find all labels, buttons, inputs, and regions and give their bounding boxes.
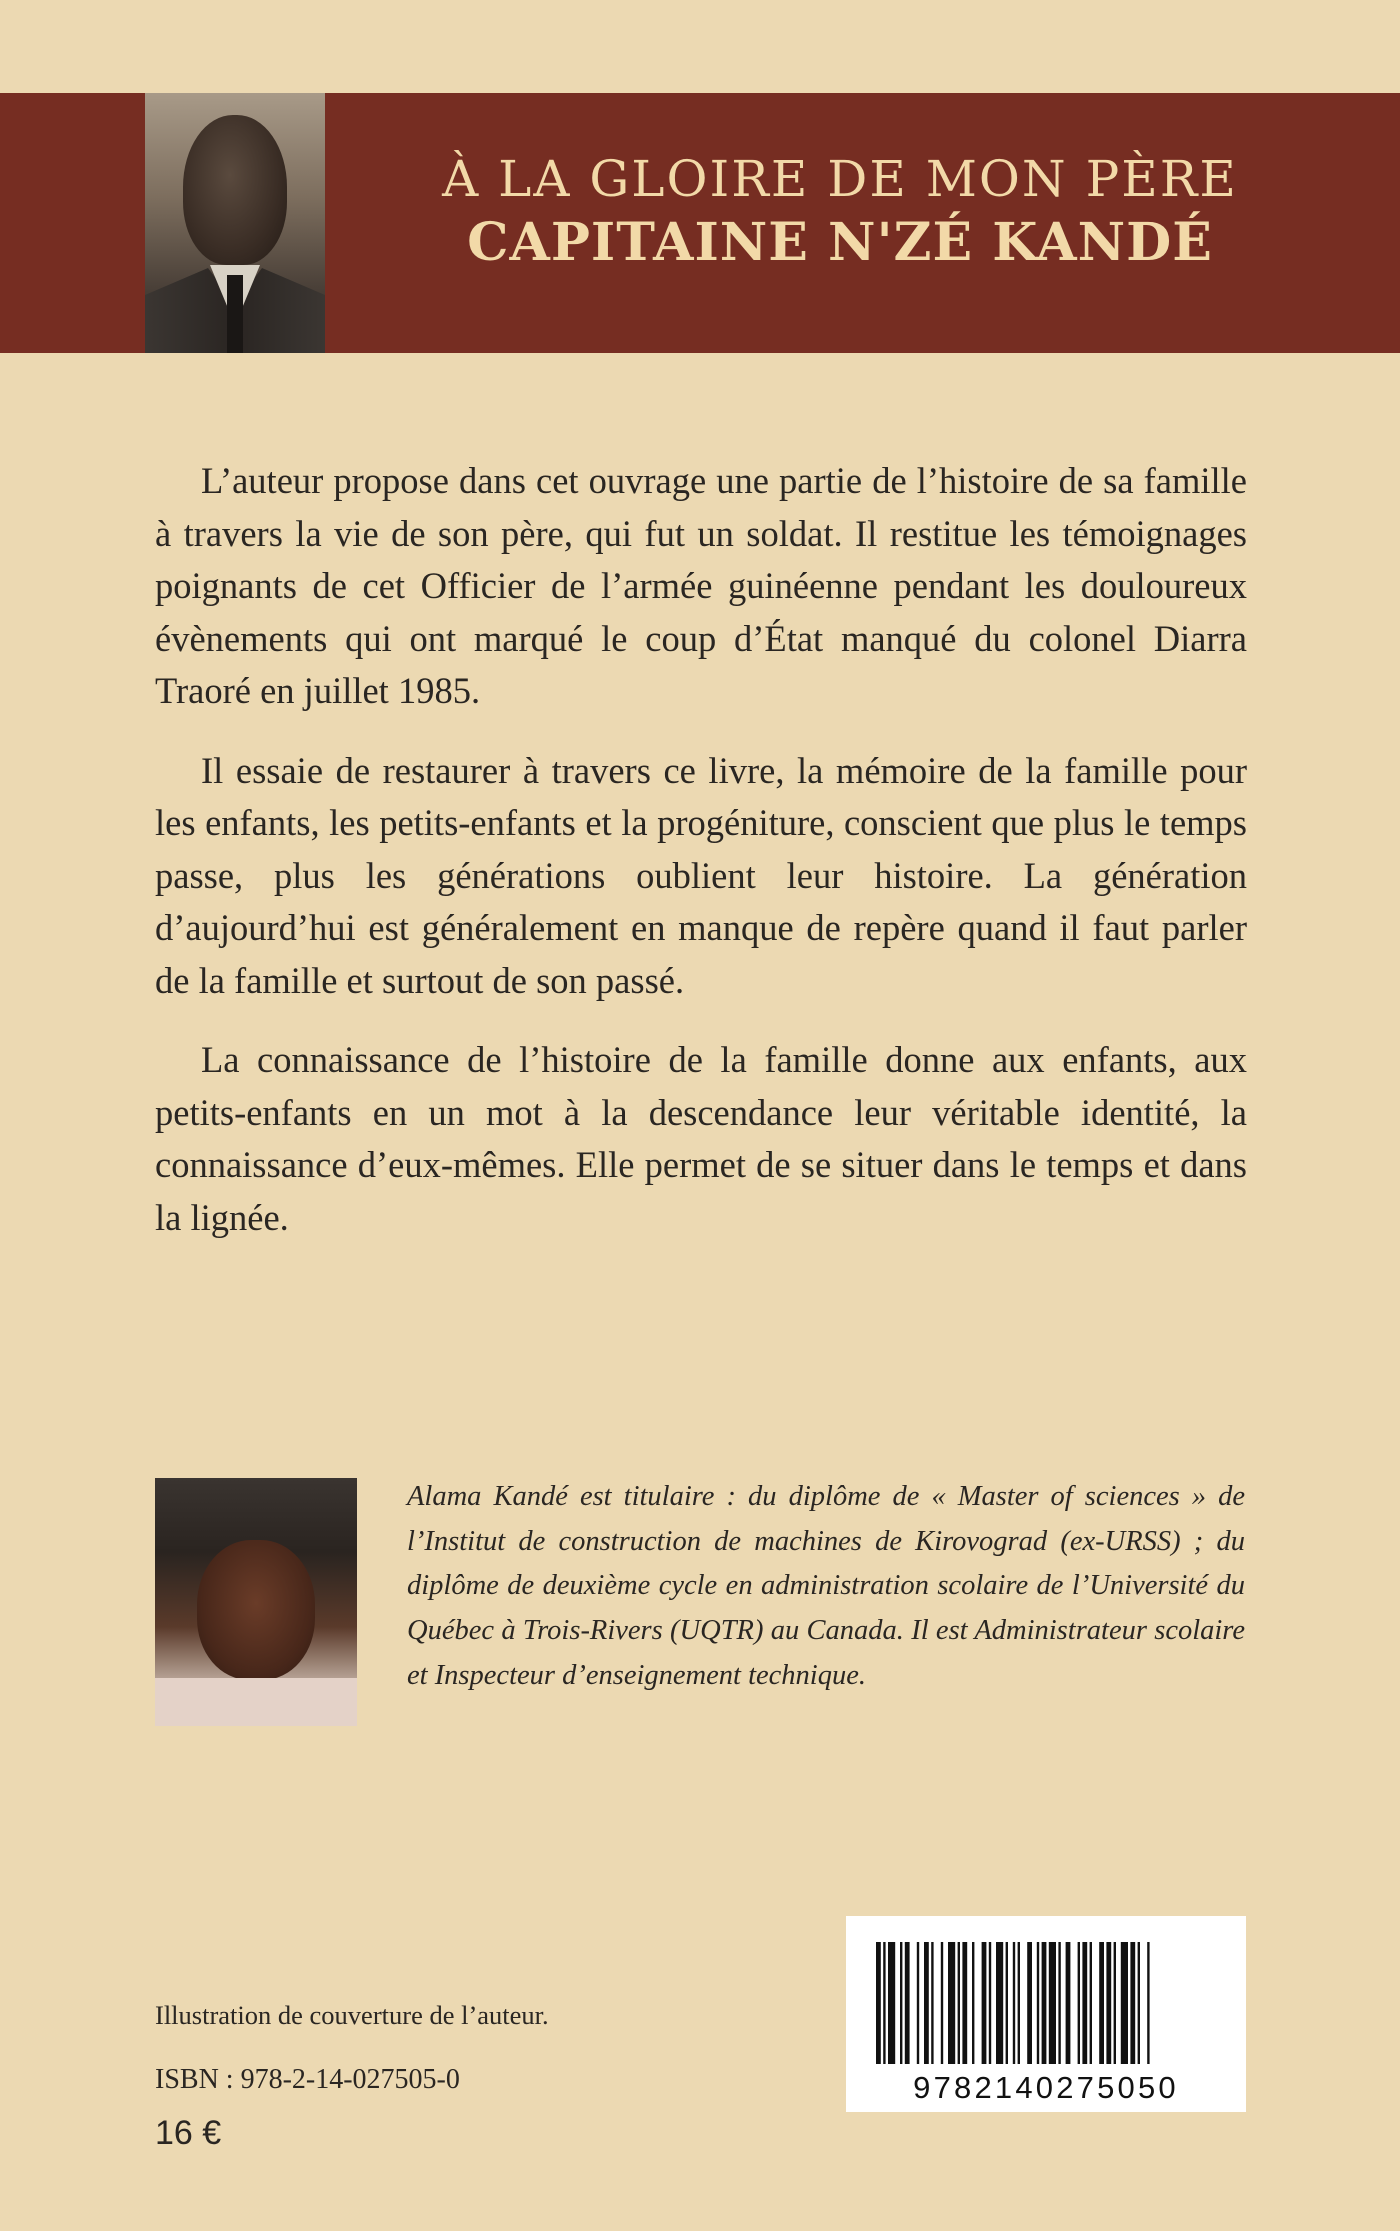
barcode-bar	[876, 1942, 881, 2064]
author-bio: Alama Kandé est titulaire : du diplôme de « Master of sciences » de l’Institut de construction de machines de Kirovograd (ex-URSS) ; du diplôme de deuxième cycle en administration scolaire de l’Université du Québec à Trois-Rivers (UQTR) au Canada. Il est Administrateur scolaire et Inspecteur d’enseignement technique.	[407, 1481, 1245, 1691]
barcode-bar	[1027, 1942, 1032, 2064]
isbn: ISBN : 978-2-14-027505-0	[155, 2064, 460, 2095]
barcode-bar	[1037, 1942, 1039, 2064]
author-photo	[155, 1478, 357, 1726]
barcode-bar	[888, 1942, 895, 2064]
barcode-bar	[1006, 1942, 1008, 2064]
barcode-bar	[1121, 1942, 1128, 2064]
barcode-bar	[1082, 1942, 1087, 2064]
barcode-bar	[917, 1942, 919, 2064]
author-shirt	[155, 1678, 357, 1726]
summary-paragraph-1: L’auteur propose dans cet ouvrage une partie de l’histoire de sa famille à travers la vie de son père, qui fut un soldat. Il restitue les témoignages poignants de cet Officier de l’armée guinéenne pendant les douloureux évènements qui ont marqué le coup d’État manqué du colonel Diarra Traoré en juillet 1985.	[155, 460, 1247, 711]
barcode-bar	[958, 1942, 960, 2064]
barcode-bar	[1058, 1942, 1060, 2064]
barcode-bar	[1018, 1942, 1020, 2064]
barcode-bar	[1066, 1942, 1071, 2064]
barcode-digits: 9782140275050	[913, 2070, 1179, 2105]
father-portrait-image	[145, 93, 325, 353]
barcode-bar	[989, 1942, 991, 2064]
barcode-bar	[1138, 1942, 1140, 2064]
price: 16 €	[155, 2114, 222, 2152]
barcode-bar	[900, 1942, 902, 2064]
barcode-bar	[962, 1942, 967, 2064]
cover-credit: Illustration de couverture de l’auteur.	[155, 2000, 549, 2030]
barcode-bar	[1042, 1942, 1047, 2064]
barcode-bar	[1090, 1942, 1092, 2064]
summary-paragraph-2: Il essaie de restaurer à travers ce livre, la mémoire de la famille pour les enfants, les petits-enfants et la progéniture, conscient que plus le temps passe, plus les générations oublient leur histoire. La génération d’aujourd’hui est généralement en manque de repère quand il faut parler de la famille et surtout de son passé.	[155, 749, 1247, 1001]
barcode-bar	[982, 1942, 987, 2064]
barcode-bar	[1147, 1942, 1149, 2064]
barcode-bar	[1078, 1942, 1080, 2064]
barcode-bar	[941, 1942, 943, 2064]
barcode-bar	[924, 1942, 929, 2064]
barcode-bar	[1114, 1942, 1116, 2064]
author-face	[197, 1540, 315, 1680]
barcode-bar	[1013, 1942, 1015, 2064]
portrait-tie	[227, 275, 243, 353]
summary-paragraph-3: La connaissance de l’histoire de la famille donne aux enfants, aux petits-enfants en un mot à la descendance leur véritable identité, la connaissance d’eux-mêmes. Elle permet de se situer dans le temps et dans la lignée.	[155, 1039, 1247, 1238]
barcode-graphic	[846, 1916, 1246, 2112]
title-line-1: À LA GLOIRE DE MON PÈRE	[442, 150, 1238, 208]
barcode-bar	[972, 1942, 974, 2064]
barcode-bar	[1130, 1942, 1135, 2064]
book-title	[340, 148, 1340, 276]
barcode-bar	[905, 1942, 910, 2064]
barcode-bars	[876, 1942, 1150, 2064]
title-line-2: CAPITAINE N'ZÉ KANDÉ	[467, 212, 1213, 273]
summary-text	[155, 455, 1247, 1271]
barcode-bar	[883, 1942, 885, 2064]
barcode-bar	[1049, 1942, 1056, 2064]
barcode-bar	[1106, 1942, 1111, 2064]
barcode-bar	[948, 1942, 955, 2064]
portrait-face	[183, 115, 287, 265]
barcode-bar	[996, 1942, 1003, 2064]
barcode	[846, 1916, 1246, 2112]
barcode-bar	[1099, 1942, 1104, 2064]
barcode-bar	[931, 1942, 933, 2064]
